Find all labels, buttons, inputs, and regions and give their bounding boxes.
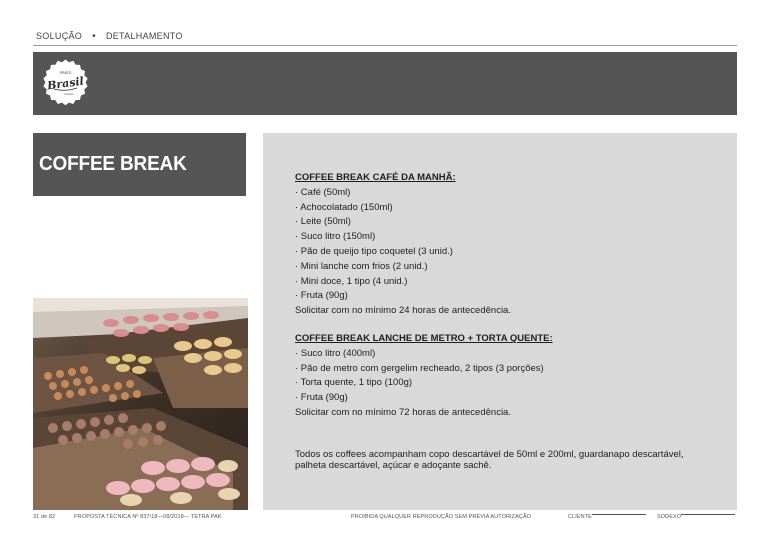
top-divider xyxy=(33,45,737,46)
list-item: · Achocolatado (150ml) xyxy=(295,201,393,213)
section1-note: Solicitar com no mínimo 24 horas de antecedência. xyxy=(295,305,511,317)
section2-note: Solicitar com no mínimo 72 horas de antecedência. xyxy=(295,406,511,418)
sodexo-label: SODEXO xyxy=(657,514,682,520)
list-item: · Pão de queijo tipo coquetel (3 unid.) xyxy=(295,245,453,257)
header-band xyxy=(33,52,737,115)
coffees-footnote: Todos os coffees acompanham copo descartável de 50ml e 200ml, guardanapo descartável, palheta descartável, açúcar e adoçante sachê. xyxy=(295,448,684,472)
list-item: · Fruta (90g) xyxy=(295,290,348,302)
rights-notice: PROIBIDA QUALQUER REPRODUÇÃO SEM PRÉVIA AUTORIZAÇÃO xyxy=(351,514,532,520)
svg-text:Brasil: Brasil xyxy=(46,74,85,93)
list-item: · Mini doce, 1 tipo (4 unid.) xyxy=(295,275,408,287)
section-title-cafe-da-manha: COFFEE BREAK CAFÉ DA MANHÃ: xyxy=(295,172,456,183)
section-title-lanche-de-metro: COFFEE BREAK LANCHE DE METRO + TORTA QUENTE: xyxy=(295,332,553,344)
proposal-reference: PROPOSTA TÉCNICA Nº 837/18—08/2018— TETRA PAK xyxy=(74,514,222,520)
list-item: · Torta quente, 1 tipo (100g) xyxy=(295,377,413,389)
breadcrumb-detalhamento: DETALHAMENTO xyxy=(105,31,183,41)
page-title: COFFEE BREAK xyxy=(39,153,187,175)
cafe-da-manha-items xyxy=(295,186,737,304)
coffee-break-pastries-photo xyxy=(33,298,248,510)
list-item: · Suco litro (150ml) xyxy=(295,231,376,243)
page-title-box xyxy=(33,133,246,196)
page-number: 31 de 82 xyxy=(33,514,56,520)
svg-text:sodexo: sodexo xyxy=(64,92,74,96)
list-item: · Mini lanche com frios (2 unid.) xyxy=(295,260,428,272)
breadcrumb-separator: • xyxy=(92,30,96,42)
breadcrumb xyxy=(36,31,183,41)
list-item: · Suco litro (400ml) xyxy=(295,347,376,359)
list-item: · Café (50ml) xyxy=(295,186,351,198)
lanche-de-metro-items xyxy=(295,347,737,406)
breadcrumb-solucao: SOLUÇÃO xyxy=(36,31,83,41)
prato-brasil-logo xyxy=(40,58,91,109)
list-item: · Fruta (90g) xyxy=(295,392,348,404)
list-item: · Pão de metro com gergelim recheado, 2 tipos (3 porções) xyxy=(295,362,544,374)
svg-text:PRATO: PRATO xyxy=(59,71,72,75)
list-item: · Leite (50ml) xyxy=(295,216,351,228)
client-label: CLIENTE xyxy=(568,514,592,520)
client-signature xyxy=(568,514,592,520)
page-footer xyxy=(33,514,737,526)
sodexo-signature xyxy=(657,514,681,520)
menu-panel xyxy=(263,133,737,510)
